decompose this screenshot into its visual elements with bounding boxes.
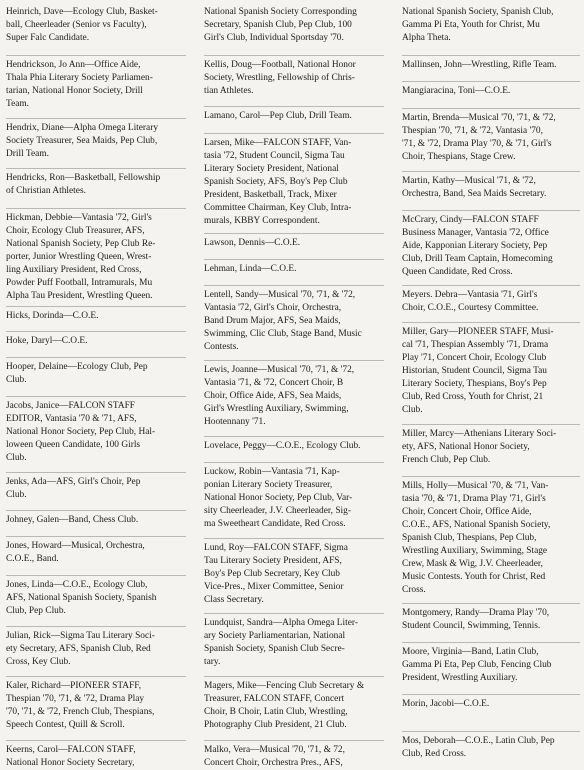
entry-text: Lund, Roy—FALCON STAFF, Sigma Tau Literary Society President, AFS, Boy's Pep Club Secretary, Key Club Vice-Pres., Mixer Committee, Senior Class Secretary.: [204, 543, 348, 605]
entry-text: Jenks, Ada—AFS, Girl's Choir, Pep Club.: [6, 477, 141, 500]
entry-text: Magers, Mike—Fencing Club Secretary & Treasurer, FALCON STAFF, Concert Choir, B Choir, Latin Club, Wrestling, Photography Club President, 21 Club.: [204, 681, 365, 730]
entry-text: McCrary, Cindy—FALCON STAFF Business Manager, Vantasia '72, Office Aide, Kapponian Literary Society, Pep Club, Drill Team Captain, Homecoming Queen Candidate, Red Cross.: [402, 215, 553, 277]
entry: [6, 168, 186, 198]
entry-text: Hendrickson, Jo Ann—Office Aide, Thala Phia Literary Society Parliamen- tarian, National Honor Society, Drill Team.: [6, 60, 153, 109]
entry: [204, 360, 384, 429]
entry-text: Morin, Jacobi—C.O.E.: [402, 699, 490, 709]
entry-text: Heinrich, Dave—Ecology Club, Basket- ball, Cheerleader (Senior vs Faculty), Super Falc Candidate.: [6, 7, 158, 43]
entry: [204, 3, 384, 45]
entry-text: Hendrix, Diane—Alpha Omega Literary Society Treasurer, Sea Maids, Pep Club, Drill Team.: [6, 123, 159, 159]
entry-text: Jacobs, Janice—FALCON STAFF EDITOR, Vantasia '70 & '71, AFS, National Honor Society, Pep Club, Hal- loween Queen Candidate, 100 Girls Club.: [6, 401, 156, 463]
entry-text: Hooper, Delaine—Ecology Club, Pep Club.: [6, 362, 148, 385]
entry: [402, 322, 580, 417]
entry: [204, 436, 384, 453]
entry: [402, 731, 580, 761]
entry-text: Hendricks, Ron—Basketball, Fellowship of Christian Athletes.: [6, 173, 161, 196]
entry-text: Jones, Linda—C.O.E., Ecology Club, AFS, National Spanish Society, Spanish Club, Pep Club.: [6, 580, 157, 616]
entry: [402, 171, 580, 201]
entry: [402, 210, 580, 279]
entry: [6, 55, 186, 111]
entry-text: Martin, Brenda—Musical '70, '71, & '72, Thespian '70, '71, & '72, Vantasia '70, '71, & '72, Drama Play '70, & '71, Girl's Choir, Thespians, Stage Crew.: [402, 113, 556, 162]
entry: [6, 676, 186, 732]
entry-text: Larsen, Mike—FALCON STAFF, Van- tasia '72, Student Council, Sigma Tau Literary Society President, National Spanish Society, AFS, Boy's Pep Club President, Basketball, Track, Mixer Committee Chairman, Key Club, Intra- murals, KBBY Correspondent.: [204, 138, 352, 226]
entry-text: Jones, Howard—Musical, Orchestra, C.O.E., Band.: [6, 541, 145, 564]
entry: [402, 285, 580, 315]
entry: [204, 133, 384, 228]
entry-text: Kaler, Richard—PIONEER STAFF, Thespian '70, '71, & '72, Drama Play '70, '71, & '72, French Club, Thespians, Speech Contest, Quill & Scroll.: [6, 681, 155, 730]
entry-text: Lovelace, Peggy—C.O.E., Ecology Club.: [204, 441, 361, 451]
entry: [204, 285, 384, 354]
entry-text: National Spanish Society, Spanish Club, Gamma Pi Eta, Youth for Christ, Mu Alpha Theta.: [402, 7, 554, 43]
entry-text: Mallinsen, John—Wrestling, Rifle Team.: [402, 60, 557, 70]
entry: [204, 462, 384, 531]
entry: [6, 396, 186, 465]
entry: [204, 55, 384, 98]
entry-text: Lehman, Linda—C.O.E.: [204, 264, 297, 274]
entry: [6, 626, 186, 669]
entry: [402, 55, 580, 72]
entry: [402, 3, 580, 45]
entry: [6, 740, 186, 770]
entry-text: Lawson, Dennis—C.O.E.: [204, 238, 301, 248]
entry: [6, 575, 186, 618]
entry: [6, 472, 186, 502]
entry: [204, 740, 384, 770]
entry: [6, 306, 186, 323]
entry-text: Moore, Virginia—Band, Latin Club, Gamma Pi Eta, Pep Club, Fencing Club President, Wrestling Auxiliary.: [402, 647, 552, 683]
entry-text: Meyers. Debra—Vantasia '71, Girl's Choir, C.O.E., Courtesy Committee.: [402, 290, 539, 313]
entry-text: Julian, Rick—Sigma Tau Literary Soci- ety Secretary, AFS, Spanish Club, Red Cross, Key Club.: [6, 631, 155, 667]
entry-text: Kellis, Doug—Football, National Honor Society, Wrestling, Fellowship of Chris- tian Athletes.: [204, 60, 356, 96]
entry: [402, 424, 580, 467]
entry: [204, 613, 384, 669]
entry-text: Mills, Holly—Musical '70, & '71, Van- tasia '70, & '71, Drama Play '71, Girl's Choir, Concert Choir, Office Aide, C.O.E., AFS, National Spanish Society, Spanish Club, Thespians, Pep Club, Wrestling Auxiliary, Swimming, Stage Crew, Mask & Wig, J.V. Cheerleader, Music Contests. Youth for Christ, Red Cross.: [402, 481, 551, 595]
entry: [402, 694, 580, 711]
entry: [204, 233, 384, 250]
entry: [6, 510, 186, 527]
entry: [6, 357, 186, 387]
entry-text: Lewis, Joanne—Musical '70, '71, & '72, Vantasia '71, & '72, Concert Choir, B Choir, Office Aide, AFS, Sea Maids, Girl's Wrestling Auxiliary, Swimming, Hootennany '71.: [204, 365, 355, 427]
entry-text: Hoke, Daryl—C.O.E.: [6, 336, 88, 346]
entry-text: Johney, Galen—Band, Chess Club.: [6, 515, 139, 525]
entry-text: Mangiaracina, Toni—C.O.E.: [402, 86, 511, 96]
entry: [204, 259, 384, 276]
entry-text: National Spanish Society Corresponding Secretary, Spanish Club, Pep Club, 100 Girl's Club, Individual Sportsday '70.: [204, 7, 357, 43]
entry-text: Lamano, Carol—Pep Club, Drill Team.: [204, 111, 352, 121]
entry-text: Malko, Vera—Musical '70, '71, & 72, Concert Choir, Orchestra Pres., AFS,: [204, 745, 345, 768]
entry-text: Miller, Marcy—Athenians Literary Soci- ety, AFS, National Honor Society, French Club, Pep Club.: [402, 429, 557, 465]
entry: [402, 642, 580, 685]
entry: [402, 81, 580, 98]
entry-text: Miller, Gary—PIONEER STAFF, Musi- cal '71, Thespian Assembly '71, Drama Play '71, Concert Choir, Ecology Club Historian, Student Council, Sigma Tau Literary Society, Thespians, Boy's Pep Club, Red Cross, Youth for Christ, 21 Club.: [402, 327, 554, 415]
entry-text: Lentell, Sandy—Musical '70, '71, & '72, Vantasia '72, Girl's Choir, Orchestra, Band Drum Major, AFS, Sea Maids, Swimming, Clic Club, Stage Band, Music Contests.: [204, 290, 362, 352]
entry: [6, 331, 186, 348]
entry-text: Keerns, Carol—FALCON STAFF, National Honor Society Secretary,: [6, 745, 136, 768]
entry: [204, 538, 384, 607]
entry: [402, 108, 580, 164]
entry: [6, 118, 186, 161]
entry: [6, 536, 186, 566]
entry: [204, 106, 384, 123]
entry: [6, 3, 186, 45]
entry-text: Hickman, Debbie—Vantasia '72, Girl's Choir, Ecology Club Treasurer, AFS, National Spanish Society, Pep Club Re- porter, Junior Wrestling Queen, Wrest- ling Auxiliary President, Red Cross, Powder Puff Football, Intramurals, Mu Alpha Tau President, Wrestling Queen.: [6, 213, 156, 301]
entry: [6, 208, 186, 303]
entry-text: Luckow, Robin—Vantasia '71, Kap- ponian Literary Society Treasurer, National Honor Society, Pep Club, Var- sity Cheerleader, J.V. Cheerleader, Sig- ma Sweetheart Candidate, Red Cross.: [204, 467, 353, 529]
entry: [402, 603, 580, 633]
entry: [204, 676, 384, 732]
entry: [402, 476, 580, 597]
entry-text: Mos, Deborah—C.O.E., Latin Club, Pep Club, Red Cross.: [402, 736, 555, 759]
entry-text: Hicks, Dorinda—C.O.E.: [6, 311, 99, 321]
entry-text: Lundquist, Sandra—Alpha Omega Liter- ary Society Parliamentarian, National Spanish Society, Spanish Club Secre- tary.: [204, 618, 358, 667]
entry-text: Martin, Kathy—Musical '71, & '72, Orchestra, Band, Sea Maids Secretary.: [402, 176, 547, 199]
entry-text: Montgomery, Randy—Drama Play '70, Student Council, Swimming, Tennis.: [402, 608, 550, 631]
